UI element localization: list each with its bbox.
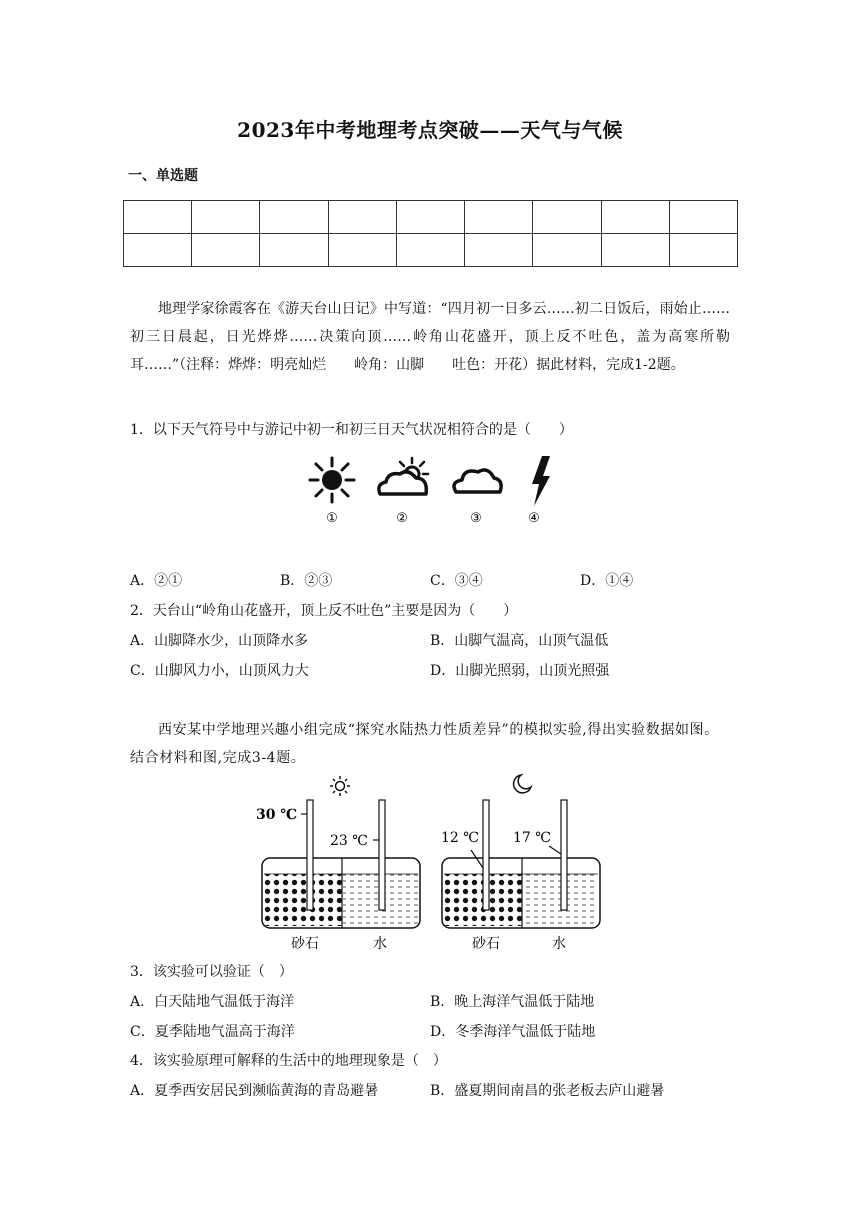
q2-option-c[interactable]: C．山脚风力小，山顶风力大 [130,663,309,679]
night-sand-temp: 12 ℃ [441,830,479,846]
q3-option-d[interactable]: D．冬季海洋气温低于陆地 [430,1024,596,1040]
q4-option-a[interactable]: A．夏季西安居民到濒临黄海的青岛避暑 [130,1083,379,1099]
question-1-stem: 1．以下天气符号中与游记中初一和初三日天气状况相符合的是（ ） [130,422,573,438]
weather-symbols-figure [300,452,560,532]
night-water-temp: 17 ℃ [513,830,551,846]
night-water-label: 水 [552,936,566,952]
q3-option-b[interactable]: B．晚上海洋气温低于陆地 [430,994,595,1010]
answer-cell[interactable] [260,201,328,234]
passage-1: 地理学家徐霞客在《游天台山日记》中写道：“四月初一日多云……初二日饭后，雨始止……初三日晨起，日光烨烨……决策向顶……岭角山花盛开，顶上反不吐色，盖为高寒所勒耳……”（注释：烨烨：明亮灿烂 岭角：山脚 吐色：开花）据此材料，完成1-2题。 [130,301,730,373]
answer-cell[interactable] [601,201,669,234]
q2-option-d[interactable]: D．山脚光照弱，山顶光照强 [430,663,610,679]
lightning-icon [532,456,550,506]
answer-cell[interactable] [533,234,601,267]
answer-cell[interactable] [533,201,601,234]
q3-option-a[interactable]: A．白天陆地气温低于海洋 [130,994,295,1010]
cloud-icon [454,470,501,492]
answer-cell[interactable] [669,234,737,267]
sun-icon [330,776,350,796]
day-water-label: 水 [373,936,387,952]
answer-table [123,200,738,267]
sun-icon [310,458,354,502]
q1-option-c[interactable]: C．③④ [430,573,483,589]
page-title: 2023年中考地理考点突破——天气与气候 [237,118,623,142]
table-row [124,234,738,267]
experiment-figure [245,770,625,956]
symbol-label-3: ③ [470,511,482,526]
answer-cell[interactable] [396,201,464,234]
q2-option-a[interactable]: A．山脚降水少，山顶降水多 [130,633,309,649]
symbol-label-1: ① [326,511,338,526]
partly-cloudy-icon [379,458,428,494]
q4-option-b[interactable]: B．盛夏期间南昌的张老板去庐山避暑 [430,1083,665,1099]
answer-cell[interactable] [465,201,533,234]
answer-cell[interactable] [396,234,464,267]
day-water-temp: 23 ℃ [330,833,368,849]
q3-option-c[interactable]: C．夏季陆地气温高于海洋 [130,1024,295,1040]
moon-icon [514,775,531,793]
answer-cell[interactable] [192,201,260,234]
answer-cell[interactable] [669,201,737,234]
section-heading: 一、单选题 [128,168,198,184]
question-2-stem: 2．天台山“岭角山花盛开，顶上反不吐色”主要是因为（ ） [130,603,518,619]
question-3-stem: 3．该实验可以验证（ ） [130,964,293,980]
answer-cell[interactable] [601,234,669,267]
answer-cell[interactable] [465,234,533,267]
answer-cell[interactable] [328,234,396,267]
passage-2: 西安某中学地理兴趣小组完成“探究水陆热力性质差异”的模拟实验,得出实验数据如图。结合材料和图,完成3-4题。 [130,722,719,766]
symbol-label-2: ② [396,511,408,526]
q1-option-a[interactable]: A．②① [130,573,183,589]
night-sand-label: 砂石 [472,936,500,952]
answer-cell[interactable] [260,234,328,267]
answer-cell[interactable] [328,201,396,234]
answer-cell[interactable] [192,234,260,267]
symbol-label-4: ④ [528,511,540,526]
table-row [124,201,738,234]
day-sand-label: 砂石 [291,936,319,952]
q2-option-b[interactable]: B．山脚气温高，山顶气温低 [430,633,609,649]
day-sand-temp: 30 ℃ [256,807,298,823]
q1-option-b[interactable]: B．②③ [280,573,333,589]
q1-option-d[interactable]: D．①④ [580,573,634,589]
night-container [442,800,600,928]
question-4-stem: 4．该实验原理可解释的生活中的地理现象是（ ） [130,1053,447,1069]
answer-cell[interactable] [124,201,192,234]
answer-cell[interactable] [124,234,192,267]
